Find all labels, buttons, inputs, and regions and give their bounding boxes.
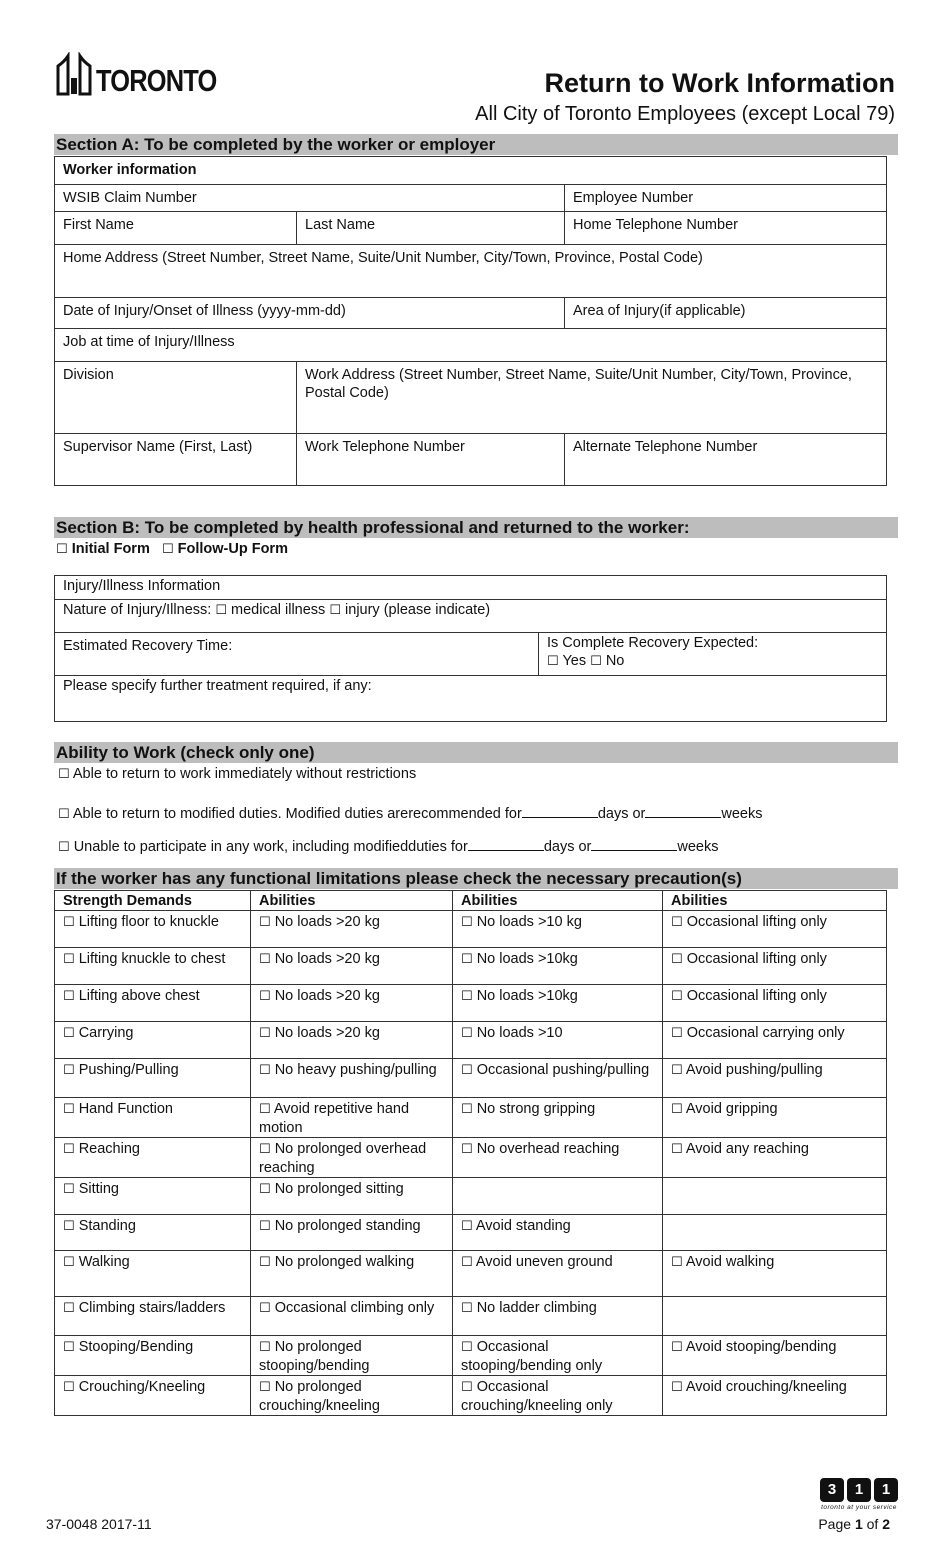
precaution-label: Stooping/Bending xyxy=(78,1339,194,1355)
ability-cell xyxy=(251,1059,453,1098)
ability-3-label: Unable to participate in any work, including modifiedduties for xyxy=(73,839,468,855)
precaution-checkbox[interactable]: ☐ xyxy=(259,1380,271,1395)
precaution-checkbox[interactable]: ☐ xyxy=(63,1340,75,1355)
precaution-label: No strong gripping xyxy=(476,1101,596,1117)
ability-cell xyxy=(453,1022,663,1059)
ability-option-2 xyxy=(58,803,763,822)
unable-days-blank[interactable] xyxy=(468,836,544,851)
ability-cell xyxy=(663,1215,887,1251)
precaution-label: No loads >10kg xyxy=(476,951,578,967)
column-header: Strength Demands xyxy=(55,891,251,911)
column-header: Abilities xyxy=(453,891,663,911)
ability-cell xyxy=(663,1297,887,1336)
ability-cell xyxy=(663,948,887,985)
precaution-checkbox[interactable]: ☐ xyxy=(259,1301,271,1316)
precaution-label: Sitting xyxy=(78,1181,119,1197)
ability-option-1 xyxy=(58,766,416,782)
precaution-checkbox[interactable]: ☐ xyxy=(63,1255,75,1270)
modified-weeks-blank[interactable] xyxy=(645,803,721,818)
first-name-field[interactable]: First Name xyxy=(55,212,297,245)
page-total: 2 xyxy=(882,1516,890,1532)
precaution-checkbox[interactable]: ☐ xyxy=(461,1063,473,1078)
ability-2-checkbox[interactable]: ☐ xyxy=(58,807,70,822)
precaution-label: No prolonged standing xyxy=(274,1218,421,1234)
ability-cell xyxy=(453,1376,663,1416)
strength-demand-cell xyxy=(55,1297,251,1336)
medical-illness-checkbox[interactable]: ☐ xyxy=(215,603,227,618)
badge-tagline: toronto at your service xyxy=(821,1504,897,1511)
strength-demand-cell xyxy=(55,1059,251,1098)
badge-digit: 3 xyxy=(820,1478,844,1502)
precaution-checkbox[interactable]: ☐ xyxy=(63,1301,75,1316)
ability-2-weeks-label: weeks xyxy=(721,806,763,822)
ability-cell xyxy=(251,1376,453,1416)
logo-wordmark: TORONTO xyxy=(96,63,217,98)
ability-cell xyxy=(663,1138,887,1178)
precaution-checkbox[interactable]: ☐ xyxy=(461,1255,473,1270)
precaution-checkbox[interactable]: ☐ xyxy=(259,989,271,1004)
precaution-checkbox[interactable]: ☐ xyxy=(461,989,473,1004)
ability-cell xyxy=(453,1138,663,1178)
precaution-checkbox[interactable]: ☐ xyxy=(63,1219,75,1234)
strength-demand-cell xyxy=(55,1376,251,1416)
limitations-header-row xyxy=(55,891,887,911)
page-current: 1 xyxy=(854,1516,863,1532)
precaution-checkbox[interactable]: ☐ xyxy=(461,1340,473,1355)
precaution-label: Avoid uneven ground xyxy=(475,1254,613,1270)
precaution-label: Avoid crouching/kneeling xyxy=(685,1379,847,1395)
recovery-yes-label: Yes xyxy=(562,653,587,669)
precaution-checkbox[interactable]: ☐ xyxy=(259,1340,271,1355)
recovery-time-field[interactable]: Estimated Recovery Time: xyxy=(55,633,539,676)
job-at-injury-field[interactable]: Job at time of Injury/Illness xyxy=(55,329,887,362)
ability-cell xyxy=(663,1336,887,1376)
precaution-checkbox[interactable]: ☐ xyxy=(671,1142,683,1157)
ability-cell xyxy=(251,1178,453,1215)
ability-cell xyxy=(251,948,453,985)
precaution-label: Avoid any reaching xyxy=(685,1141,809,1157)
followup-form-checkbox[interactable]: ☐ xyxy=(161,542,174,557)
recovery-yes-checkbox[interactable]: ☐ xyxy=(547,654,559,669)
precaution-checkbox[interactable]: ☐ xyxy=(63,1142,75,1157)
precaution-label: Climbing stairs/ladders xyxy=(78,1300,226,1316)
ability-cell xyxy=(453,1215,663,1251)
strength-demand-cell xyxy=(55,1022,251,1059)
precaution-checkbox[interactable]: ☐ xyxy=(259,1255,271,1270)
worker-info-table xyxy=(54,156,887,486)
work-phone-field[interactable]: Work Telephone Number xyxy=(297,434,565,486)
precaution-label: Occasional lifting only xyxy=(686,988,827,1004)
precaution-label: Occasional crouching/kneeling only xyxy=(461,1379,613,1414)
strength-demand-cell xyxy=(55,911,251,948)
precaution-checkbox[interactable]: ☐ xyxy=(63,989,75,1004)
precaution-label: Standing xyxy=(78,1218,136,1234)
precaution-checkbox[interactable]: ☐ xyxy=(671,952,683,967)
precaution-label: No loads >20 kg xyxy=(274,951,380,967)
ability-2-label: Able to return to modified duties. Modified duties arerecommended for xyxy=(72,806,522,822)
form-code: 37-0048 2017-11 xyxy=(46,1516,152,1532)
precaution-checkbox[interactable]: ☐ xyxy=(259,1102,271,1117)
strength-demand-cell xyxy=(55,985,251,1022)
ability-cell xyxy=(453,948,663,985)
table-row xyxy=(55,1138,887,1178)
strength-demand-cell xyxy=(55,1138,251,1178)
precaution-checkbox[interactable]: ☐ xyxy=(63,1182,75,1197)
precaution-label: No loads >10 kg xyxy=(476,914,582,930)
column-header: Abilities xyxy=(663,891,887,911)
alternate-phone-field[interactable]: Alternate Telephone Number xyxy=(565,434,887,486)
ability-1-label: Able to return to work immediately without restrictions xyxy=(72,766,417,782)
page-of: of xyxy=(862,1516,883,1532)
ability-cell xyxy=(251,1336,453,1376)
ability-cell xyxy=(453,1098,663,1138)
ability-cell xyxy=(251,911,453,948)
ability-cell xyxy=(663,1022,887,1059)
precaution-checkbox[interactable]: ☐ xyxy=(461,1380,473,1395)
precaution-checkbox[interactable]: ☐ xyxy=(63,1102,75,1117)
nature-of-injury-row xyxy=(55,600,887,633)
injury-label: injury (please indicate) xyxy=(345,602,491,618)
further-treatment-field[interactable]: Please specify further treatment required, if any: xyxy=(55,676,887,722)
injury-info-label: Injury/Illness Information xyxy=(55,576,887,600)
strength-demand-cell xyxy=(55,1251,251,1297)
ability-3-checkbox[interactable]: ☐ xyxy=(58,840,70,855)
table-row xyxy=(55,985,887,1022)
precaution-checkbox[interactable]: ☐ xyxy=(63,915,75,930)
precaution-label: Reaching xyxy=(78,1141,140,1157)
precaution-checkbox[interactable]: ☐ xyxy=(461,1026,473,1041)
last-name-field[interactable]: Last Name xyxy=(297,212,565,245)
ability-cell xyxy=(453,1059,663,1098)
column-header: Abilities xyxy=(251,891,453,911)
precaution-label: Pushing/Pulling xyxy=(78,1062,179,1078)
precaution-label: No ladder climbing xyxy=(476,1300,597,1316)
wsib-claim-field[interactable]: WSIB Claim Number xyxy=(55,185,565,212)
precaution-label: Occasional pushing/pulling xyxy=(476,1062,650,1078)
recovery-no-checkbox[interactable]: ☐ xyxy=(590,654,602,669)
precaution-checkbox[interactable]: ☐ xyxy=(259,1142,271,1157)
precaution-checkbox[interactable]: ☐ xyxy=(63,952,75,967)
precaution-checkbox[interactable]: ☐ xyxy=(671,1102,683,1117)
ability-cell xyxy=(453,1336,663,1376)
supervisor-name-field[interactable]: Supervisor Name (First, Last) xyxy=(55,434,297,486)
precaution-label: No heavy pushing/pulling xyxy=(274,1062,437,1078)
precaution-checkbox[interactable]: ☐ xyxy=(259,952,271,967)
table-row xyxy=(55,1022,887,1059)
ability-heading: Ability to Work (check only one) xyxy=(54,742,898,763)
precaution-label: Occasional carrying only xyxy=(686,1025,845,1041)
precaution-label: Avoid repetitive hand motion xyxy=(259,1101,410,1136)
precaution-checkbox[interactable]: ☐ xyxy=(259,915,271,930)
followup-form-label: Follow-Up Form xyxy=(177,541,288,557)
toronto-logo xyxy=(56,52,243,96)
ability-cell xyxy=(663,1251,887,1297)
ability-option-3 xyxy=(58,836,719,855)
precaution-label: Occasional climbing only xyxy=(274,1300,435,1316)
date-of-injury-field[interactable]: Date of Injury/Onset of Illness (yyyy-mm-dd) xyxy=(55,298,565,329)
precaution-checkbox[interactable]: ☐ xyxy=(671,1380,683,1395)
employee-number-field[interactable]: Employee Number xyxy=(565,185,887,212)
precaution-checkbox[interactable]: ☐ xyxy=(461,1102,473,1117)
city-hall-icon xyxy=(56,52,92,96)
area-of-injury-field[interactable]: Area of Injury(if applicable) xyxy=(565,298,887,329)
precaution-checkbox[interactable]: ☐ xyxy=(671,915,683,930)
ability-cell xyxy=(453,1178,663,1215)
precaution-label: Walking xyxy=(78,1254,130,1270)
ability-cell xyxy=(663,985,887,1022)
precaution-label: Occasional lifting only xyxy=(686,914,827,930)
precaution-checkbox[interactable]: ☐ xyxy=(63,1026,75,1041)
table-row xyxy=(55,1251,887,1297)
home-phone-field[interactable]: Home Telephone Number xyxy=(565,212,887,245)
ability-cell xyxy=(453,911,663,948)
precaution-label: Hand Function xyxy=(78,1101,173,1117)
limitations-table xyxy=(54,890,887,1416)
precaution-label: No overhead reaching xyxy=(476,1141,620,1157)
initial-form-label: Initial Form xyxy=(71,541,150,557)
precaution-label: Occasional stooping/bending only xyxy=(461,1339,603,1374)
precaution-label: Avoid gripping xyxy=(685,1101,778,1117)
precaution-checkbox[interactable]: ☐ xyxy=(671,1063,683,1078)
worker-info-label: Worker information xyxy=(55,157,887,185)
precaution-checkbox[interactable]: ☐ xyxy=(461,1301,473,1316)
precaution-label: Lifting above chest xyxy=(78,988,200,1004)
precaution-checkbox[interactable]: ☐ xyxy=(671,989,683,1004)
ability-3-days-label: days or xyxy=(543,839,592,855)
ability-cell xyxy=(663,1376,887,1416)
precaution-label: Avoid standing xyxy=(475,1218,571,1234)
strength-demand-cell xyxy=(55,1098,251,1138)
table-row xyxy=(55,1178,887,1215)
ability-cell xyxy=(663,1059,887,1098)
precaution-label: No loads >10 xyxy=(476,1025,563,1041)
precaution-checkbox[interactable]: ☐ xyxy=(461,1142,473,1157)
complete-recovery-label: Is Complete Recovery Expected: xyxy=(547,635,759,651)
precaution-label: No loads >20 kg xyxy=(274,914,380,930)
page-prefix: Page xyxy=(818,1516,855,1532)
table-row xyxy=(55,1376,887,1416)
precaution-label: No prolonged stooping/bending xyxy=(259,1339,370,1374)
precaution-checkbox[interactable]: ☐ xyxy=(461,952,473,967)
strength-demand-cell xyxy=(55,1178,251,1215)
ability-cell xyxy=(251,1297,453,1336)
page-number xyxy=(818,1516,890,1532)
precaution-checkbox[interactable]: ☐ xyxy=(63,1063,75,1078)
precaution-label: No prolonged sitting xyxy=(274,1181,404,1197)
limitations-heading: If the worker has any functional limitations please check the necessary precaution(s) xyxy=(54,868,898,889)
precaution-label: No loads >10kg xyxy=(476,988,578,1004)
ability-cell xyxy=(663,1178,887,1215)
form-type-options xyxy=(56,541,288,557)
form-subtitle: All City of Toronto Employees (except Local 79) xyxy=(475,103,895,125)
precaution-checkbox[interactable]: ☐ xyxy=(259,1026,271,1041)
injury-checkbox[interactable]: ☐ xyxy=(329,603,341,618)
precaution-checkbox[interactable]: ☐ xyxy=(259,1182,271,1197)
medical-illness-label: medical illness xyxy=(231,602,326,618)
precaution-label: No prolonged crouching/kneeling xyxy=(259,1379,380,1414)
ability-1-checkbox[interactable]: ☐ xyxy=(58,767,70,782)
ability-cell xyxy=(453,1297,663,1336)
badge-digit: 1 xyxy=(874,1478,898,1502)
strength-demand-cell xyxy=(55,1215,251,1251)
table-row xyxy=(55,948,887,985)
table-row xyxy=(55,1297,887,1336)
ability-cell xyxy=(251,985,453,1022)
initial-form-checkbox[interactable]: ☐ xyxy=(56,542,68,557)
complete-recovery-cell xyxy=(539,633,887,676)
precaution-label: Avoid pushing/pulling xyxy=(685,1062,823,1078)
precaution-checkbox[interactable]: ☐ xyxy=(461,1219,473,1234)
ability-cell xyxy=(663,1098,887,1138)
precaution-checkbox[interactable]: ☐ xyxy=(671,1340,683,1355)
precaution-checkbox[interactable]: ☐ xyxy=(671,1255,683,1270)
strength-demand-cell xyxy=(55,1336,251,1376)
precaution-label: Crouching/Kneeling xyxy=(78,1379,206,1395)
work-address-field[interactable]: Work Address (Street Number, Street Name, Suite/Unit Number, City/Town, Province, Postal Code) xyxy=(297,362,887,434)
section-a-heading: Section A: To be completed by the worker or employer xyxy=(54,134,898,155)
home-address-field[interactable]: Home Address (Street Number, Street Name, Suite/Unit Number, City/Town, Province, Postal Code) xyxy=(55,245,887,298)
precaution-label: Avoid walking xyxy=(685,1254,775,1270)
table-row xyxy=(55,1215,887,1251)
modified-days-blank[interactable] xyxy=(522,803,598,818)
precaution-checkbox[interactable]: ☐ xyxy=(671,1026,683,1041)
badge-digit: 1 xyxy=(847,1478,871,1502)
ability-cell xyxy=(453,985,663,1022)
nature-label: Nature of Injury/Illness: xyxy=(63,602,212,618)
precaution-checkbox[interactable]: ☐ xyxy=(461,915,473,930)
recovery-no-label: No xyxy=(605,653,625,669)
badge-311-logo xyxy=(820,1478,898,1511)
form-title: Return to Work Information xyxy=(544,68,895,98)
ability-cell xyxy=(251,1138,453,1178)
unable-weeks-blank[interactable] xyxy=(591,836,677,851)
precaution-checkbox[interactable]: ☐ xyxy=(259,1219,271,1234)
table-row xyxy=(55,911,887,948)
precaution-label: Lifting floor to knuckle xyxy=(78,914,219,930)
section-b-heading: Section B: To be completed by health professional and returned to the worker: xyxy=(54,517,898,538)
ability-3-weeks-label: weeks xyxy=(677,839,719,855)
ability-cell xyxy=(251,1251,453,1297)
precaution-label: Lifting knuckle to chest xyxy=(78,951,226,967)
strength-demand-cell xyxy=(55,948,251,985)
ability-cell xyxy=(251,1022,453,1059)
ability-cell xyxy=(453,1251,663,1297)
ability-cell xyxy=(663,911,887,948)
precaution-label: No prolonged overhead reaching xyxy=(259,1141,427,1176)
precaution-label: No loads >20 kg xyxy=(274,1025,380,1041)
ability-cell xyxy=(251,1215,453,1251)
ability-cell xyxy=(251,1098,453,1138)
division-field[interactable]: Division xyxy=(55,362,297,434)
precaution-checkbox[interactable]: ☐ xyxy=(259,1063,271,1078)
table-row xyxy=(55,1059,887,1098)
precaution-label: No prolonged walking xyxy=(274,1254,415,1270)
precaution-label: Occasional lifting only xyxy=(686,951,827,967)
table-row xyxy=(55,1098,887,1138)
precaution-label: No loads >20 kg xyxy=(274,988,380,1004)
injury-info-table xyxy=(54,575,887,722)
precaution-label: Carrying xyxy=(78,1025,134,1041)
precaution-label: Avoid stooping/bending xyxy=(685,1339,837,1355)
precaution-checkbox[interactable]: ☐ xyxy=(63,1380,75,1395)
ability-2-days-label: days or xyxy=(597,806,646,822)
table-row xyxy=(55,1336,887,1376)
